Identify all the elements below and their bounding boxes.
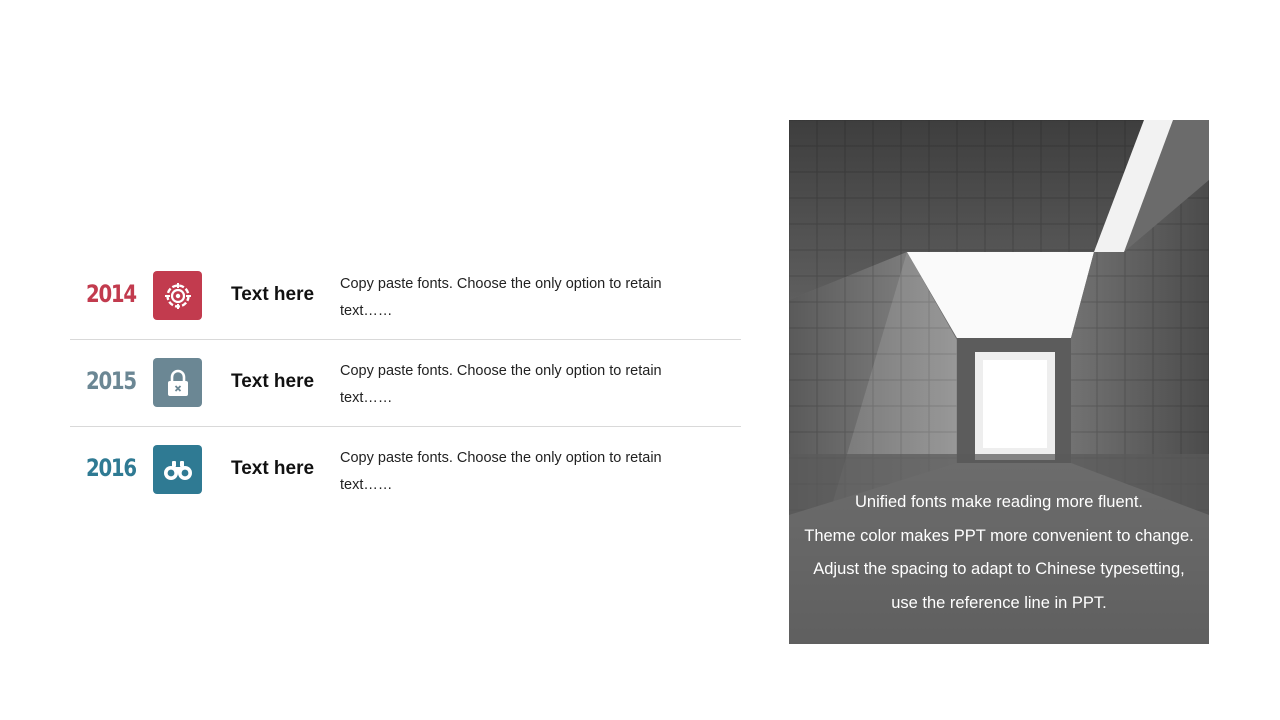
caption-line: Adjust the spacing to adapt to Chinese typesetting, [813,560,1185,579]
concrete-corridor-image [789,120,1209,644]
row-title: Text here [231,371,315,392]
year-label: 2016 [86,454,136,482]
row-description: Copy paste fonts. Choose the only option to retain text…… [340,450,662,493]
timeline-row-2015 [70,340,741,427]
timeline-row-2016 [70,427,741,513]
timeline [70,253,741,513]
year-label: 2015 [86,367,136,395]
binoculars-icon [153,445,202,494]
row-description: Copy paste fonts. Choose the only option to retain text…… [340,363,662,406]
row-title: Text here [231,284,315,305]
year-label: 2014 [86,280,136,308]
lock-icon [153,358,202,407]
row-title: Text here [231,458,315,479]
caption-line: Unified fonts make reading more fluent. [855,493,1143,511]
gear-target-icon [153,271,202,320]
caption-line: use the reference line in PPT. [891,594,1107,613]
caption-overlay [789,454,1209,644]
caption-line: Theme color makes PPT more convenient to change. [804,526,1194,545]
row-description: Copy paste fonts. Choose the only option to retain text…… [340,276,662,319]
timeline-row-2014 [70,253,741,340]
caption-text [789,486,1209,621]
